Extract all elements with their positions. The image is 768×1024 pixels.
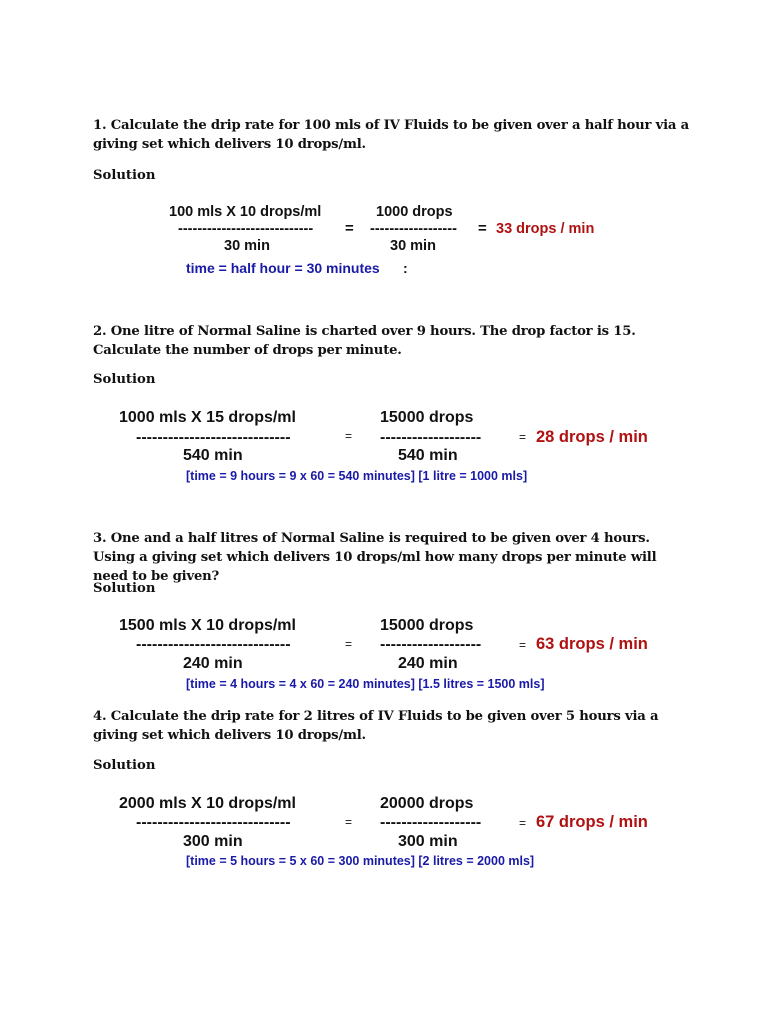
denominator-right: 30 min xyxy=(390,238,436,254)
equals-sign: = xyxy=(519,816,527,830)
note-colon: : xyxy=(403,260,408,276)
numerator-left: 100 mls X 10 drops/ml xyxy=(169,204,322,220)
denominator-right: 300 min xyxy=(398,833,458,850)
equals-sign: = xyxy=(345,429,353,443)
solution-label: Solution xyxy=(93,372,156,387)
time-note: time = half hour = 30 minutes xyxy=(186,260,380,276)
equals-sign: = xyxy=(519,430,527,444)
answer: 33 drops / min xyxy=(496,221,595,237)
question-text: 3. One and a half litres of Normal Saline is required to be given over 4 hours. Using a giving set which delivers 10 drops/ml how many drops per minute will need to be given? xyxy=(93,531,657,584)
numerator-right: 1000 drops xyxy=(376,204,453,220)
divider-left: ----------------------------- xyxy=(136,814,291,831)
time-note: [time = 5 hours = 5 x 60 = 300 minutes] [2 litres = 2000 mls] xyxy=(186,854,535,868)
question-text: 2. One litre of Normal Saline is charted over 9 hours. The drop factor is 15. Calculate the number of drops per minute. xyxy=(93,324,636,358)
equals-sign: = xyxy=(345,815,353,829)
time-note: [time = 9 hours = 9 x 60 = 540 minutes] [1 litre = 1000 mls] xyxy=(186,469,528,483)
answer: 28 drops / min xyxy=(536,428,648,446)
divider-right: ------------------- xyxy=(380,814,482,831)
equals-sign: = xyxy=(345,220,354,237)
divider-left: ----------------------------- xyxy=(136,636,291,653)
denominator-right: 540 min xyxy=(398,447,458,464)
numerator-left: 1500 mls X 10 drops/ml xyxy=(119,617,296,634)
numerator-right: 15000 drops xyxy=(380,617,474,634)
numerator-right: 15000 drops xyxy=(380,409,474,426)
divider-right: ------------------- xyxy=(380,636,482,653)
numerator-right: 20000 drops xyxy=(380,795,474,812)
equals-sign: = xyxy=(478,220,487,237)
denominator-left: 300 min xyxy=(183,833,243,850)
denominator-right: 240 min xyxy=(398,655,458,672)
time-note: [time = 4 hours = 4 x 60 = 240 minutes] [1.5 litres = 1500 mls] xyxy=(186,677,545,691)
divider-right: ------------------ xyxy=(370,221,457,237)
equals-sign: = xyxy=(345,637,353,651)
denominator-left: 540 min xyxy=(183,447,243,464)
question-text: 4. Calculate the drip rate for 2 litres of IV Fluids to be given over 5 hours via a giving set which delivers 10 drops/ml. xyxy=(93,709,659,743)
solution-label: Solution xyxy=(93,758,156,773)
denominator-left: 240 min xyxy=(183,655,243,672)
divider-left: ----------------------------- xyxy=(136,429,291,446)
answer: 63 drops / min xyxy=(536,635,648,653)
denominator-left: 30 min xyxy=(224,238,270,254)
divider-left: ---------------------------- xyxy=(178,221,314,237)
equals-sign: = xyxy=(519,638,527,652)
solution-label: Solution xyxy=(93,168,156,183)
numerator-left: 1000 mls X 15 drops/ml xyxy=(119,409,296,426)
divider-right: ------------------- xyxy=(380,429,482,446)
question-text: 1. Calculate the drip rate for 100 mls of IV Fluids to be given over a half hour via a giving set which delivers 10 drops/ml. xyxy=(93,118,689,152)
answer: 67 drops / min xyxy=(536,813,648,831)
numerator-left: 2000 mls X 10 drops/ml xyxy=(119,795,296,812)
solution-label: Solution xyxy=(93,581,156,596)
